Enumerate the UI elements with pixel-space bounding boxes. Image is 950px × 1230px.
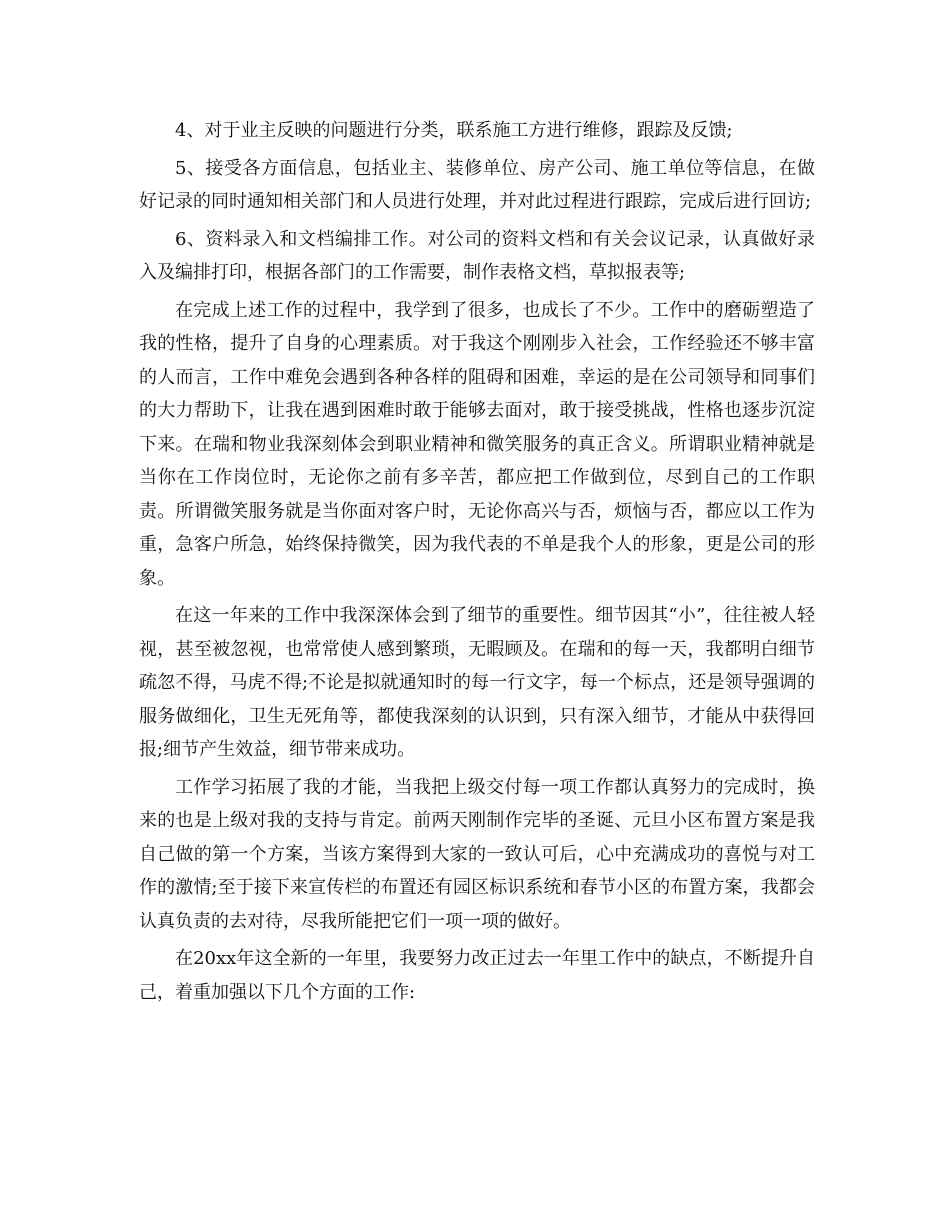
paragraph-item-4: 4、对于业主反映的问题进行分类，联系施工方进行维修，跟踪及反馈; bbox=[175, 120, 733, 141]
paragraph-details: 在这一年来的工作中我深深体会到了细节的重要性。细节因其“小”，往往被人轻视，甚至被忽视，也常常使人感到繁琐，无暇顾及。在瑞和的每一天，我都明白细节疏忽不得，马虎不得;不论是拟就通知时的每一行文字，每一个标点，还是领导强调的服务做细化，卫生无死角等，都使我深刻的认识到，只有深入细节，才能从中获得回报;细节产生效益，细节带来成功。 bbox=[139, 605, 815, 760]
paragraph-abilities: 工作学习拓展了我的才能，当我把上级交付每一项工作都认真努力的完成时，换来的也是上级对我的支持与肯定。前两天刚制作完毕的圣诞、元旦小区布置方案是我自己做的第一个方案，当该方案得到大家的一致认可后，心中充满成功的喜悦与对工作的激情;至于接下来宣传栏的布置还有园区标识系统和春节小区的布置方案，我都会认真负责的去对待，尽我所能把它们一项一项的做好。 bbox=[139, 776, 815, 932]
document-body bbox=[139, 114, 815, 1013]
paragraph-item-5: 5、接受各方面信息，包括业主、装修单位、房产公司、施工单位等信息，在做好记录的同时通知相关部门和人员进行处理，并对此过程进行跟踪，完成后进行回访; bbox=[139, 157, 815, 212]
paragraph-new-year: 在20xx年这全新的一年里，我要努力改正过去一年里工作中的缺点，不断提升自己，着重加强以下几个方面的工作: bbox=[139, 948, 815, 1003]
paragraph-growth: 在完成上述工作的过程中，我学到了很多，也成长了不少。工作中的磨砺塑造了我的性格，提升了自身的心理素质。对于我这个刚刚步入社会，工作经验还不够丰富的人而言，工作中难免会遇到各种各样的阻碍和困难，幸运的是在公司领导和同事们的大力帮助下，让我在遇到困难时敢于能够去面对，敢于接受挑战，性格也逐步沉淀下来。在瑞和物业我深刻体会到职业精神和微笑服务的真正含义。所谓职业精神就是当你在工作岗位时，无论你之前有多辛苦，都应把工作做到位，尽到自己的工作职责。所谓微笑服务就是当你面对客户时，无论你高兴与否，烦恼与否，都应以工作为重，急客户所急，始终保持微笑，因为我代表的不单是我个人的形象，更是公司的形象。 bbox=[139, 299, 815, 589]
paragraph-item-6: 6、资料录入和文档编排工作。对公司的资料文档和有关会议记录，认真做好录入及编排打印，根据各部门的工作需要，制作表格文档，草拟报表等; bbox=[139, 228, 815, 283]
